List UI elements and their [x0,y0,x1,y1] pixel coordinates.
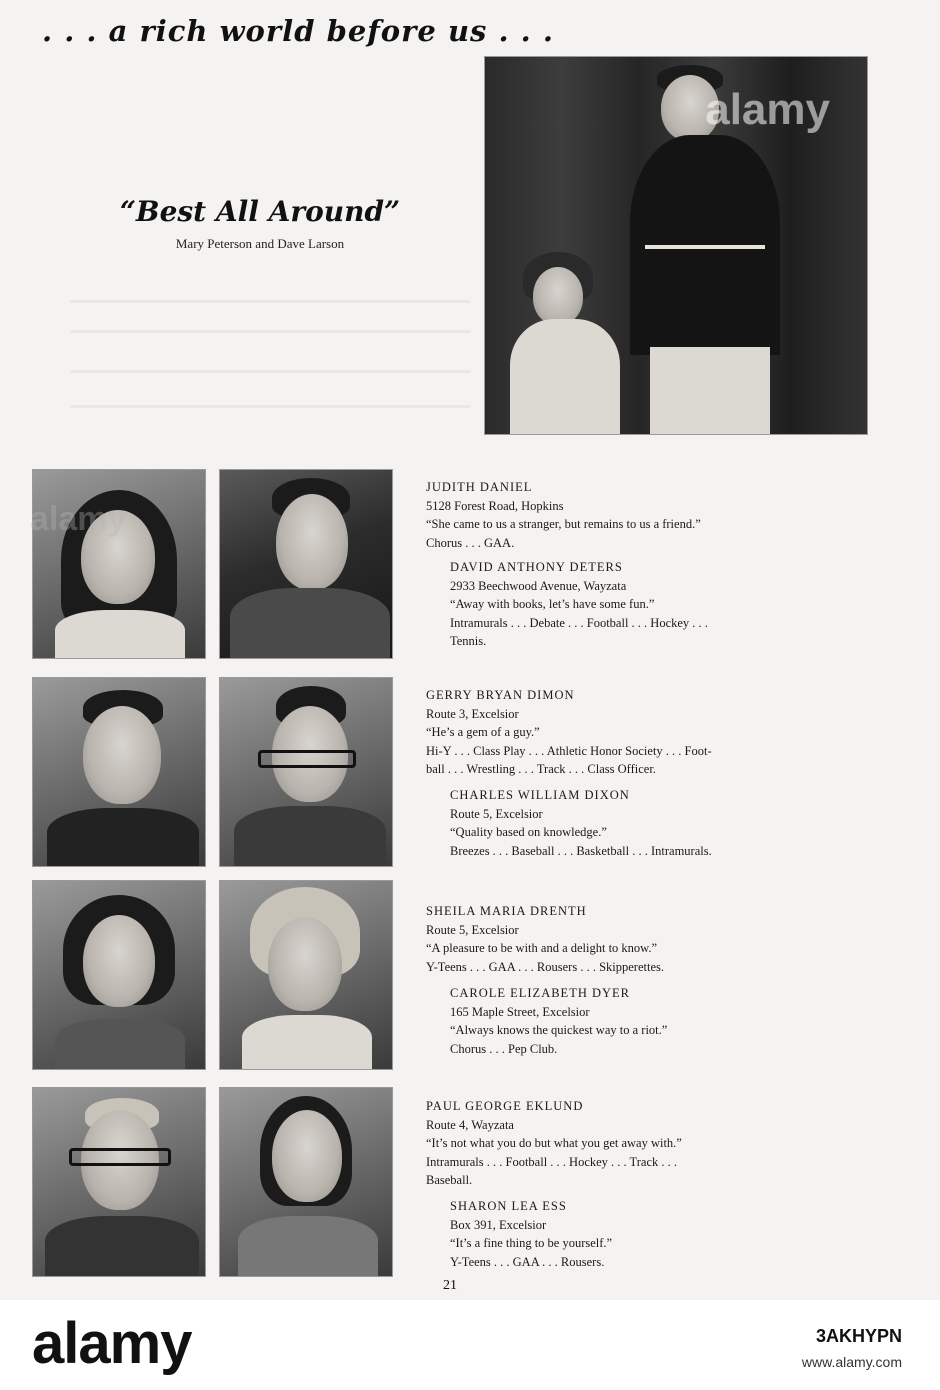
student-activities: Y-Teens . . . GAA . . . Rousers . . . Skipperettes. [426,959,664,974]
bio-david-deters [450,558,708,651]
student-activities: ball . . . Wrestling . . . Track . . . Class Officer. [426,762,656,776]
page-heading: . . . a rich world before us . . . [42,14,554,48]
bio-sharon-ess [450,1197,612,1271]
student-activities: Chorus . . . Pep Club. [450,1041,558,1056]
portrait-gerry-dimon [32,677,206,867]
tape-measure [645,245,765,249]
student-address: Route 5, Excelsior [450,806,543,821]
student-activities: Y-Teens . . . GAA . . . Rousers. [450,1254,605,1269]
portrait-judith-daniel [32,469,206,659]
student-address: Route 4, Wayzata [426,1117,514,1132]
student-quote: “It’s a fine thing to be yourself.” [450,1236,613,1250]
glasses [69,1148,171,1166]
page-number: 21 [443,1278,457,1293]
stock-footer [0,1300,940,1390]
bio-judith-daniel [426,478,701,552]
award-title: “Best All Around” [119,195,401,228]
student-quote: “She came to us a stranger, but remains to us a friend.” [426,517,701,531]
student-quote: “He’s a gem of a guy.” [426,725,540,739]
bleed-through [70,405,470,408]
student-activities: Hi-Y . . . Class Play . . . Athletic Honor Society . . . Foot- [426,743,712,758]
bio-paul-eklund [426,1097,682,1190]
student-activities: Intramurals . . . Debate . . . Football . . . Hockey . . . [450,615,708,630]
bleed-through [70,330,470,333]
student-address: Route 3, Excelsior [426,706,519,721]
portrait-sheila-drenth [32,880,206,1070]
watermark: alamy [705,85,830,134]
student-name: CAROLE ELIZABETH DYER [450,986,631,1000]
bleed-through [70,370,470,373]
portrait-david-deters [219,469,393,659]
student-activities: Baseball. [426,1173,473,1187]
student-name: JUDITH DANIEL [426,480,533,494]
image-id: 3AKHYPN [815,1326,902,1346]
student-name: DAVID ANTHONY DETERS [450,560,623,574]
student-quote: “Always knows the quickest way to a riot.” [450,1023,668,1037]
student-name: CHARLES WILLIAM DIXON [450,788,630,802]
bio-carole-dyer [450,984,667,1058]
student-quote: “A pleasure to be with and a delight to know.” [426,941,658,955]
student-activities: Chorus . . . GAA. [426,535,515,550]
bleed-through [70,300,470,303]
portrait-carole-dyer [219,880,393,1070]
award-names: Mary Peterson and Dave Larson [175,236,345,251]
student-name: SHEILA MARIA DRENTH [426,904,587,918]
bio-charles-dixon [450,786,712,860]
footer-logo: alamy [32,1311,192,1376]
student-address: Route 5, Excelsior [426,922,519,937]
student-address: 5128 Forest Road, Hopkins [426,498,564,513]
bio-sheila-drenth [426,902,664,976]
student-quote: “Away with books, let’s have some fun.” [450,597,655,611]
student-name: GERRY BRYAN DIMON [426,688,575,702]
portrait-sharon-ess [219,1087,393,1277]
portrait-charles-dixon [219,677,393,867]
student-activities: Intramurals . . . Football . . . Hockey . . . Track . . . [426,1154,678,1169]
student-quote: “Quality based on knowledge.” [450,825,607,839]
student-activities: Breezes . . . Baseball . . . Basketball . . . Intramurals. [450,843,712,858]
student-address: Box 391, Excelsior [450,1217,547,1232]
student-name: PAUL GEORGE EKLUND [426,1099,584,1113]
glasses [258,750,356,768]
student-quote: “It’s not what you do but what you get away with.” [426,1136,682,1150]
student-address: 165 Maple Street, Excelsior [450,1004,590,1019]
student-name: SHARON LEA ESS [450,1199,567,1213]
student-address: 2933 Beechwood Avenue, Wayzata [450,578,627,593]
watermark: alamy [30,500,127,538]
student-activities: Tennis. [450,634,487,648]
portrait-paul-eklund [32,1087,206,1277]
bio-gerry-dimon [426,686,712,779]
footer-url[interactable]: www.alamy.com [801,1354,902,1370]
